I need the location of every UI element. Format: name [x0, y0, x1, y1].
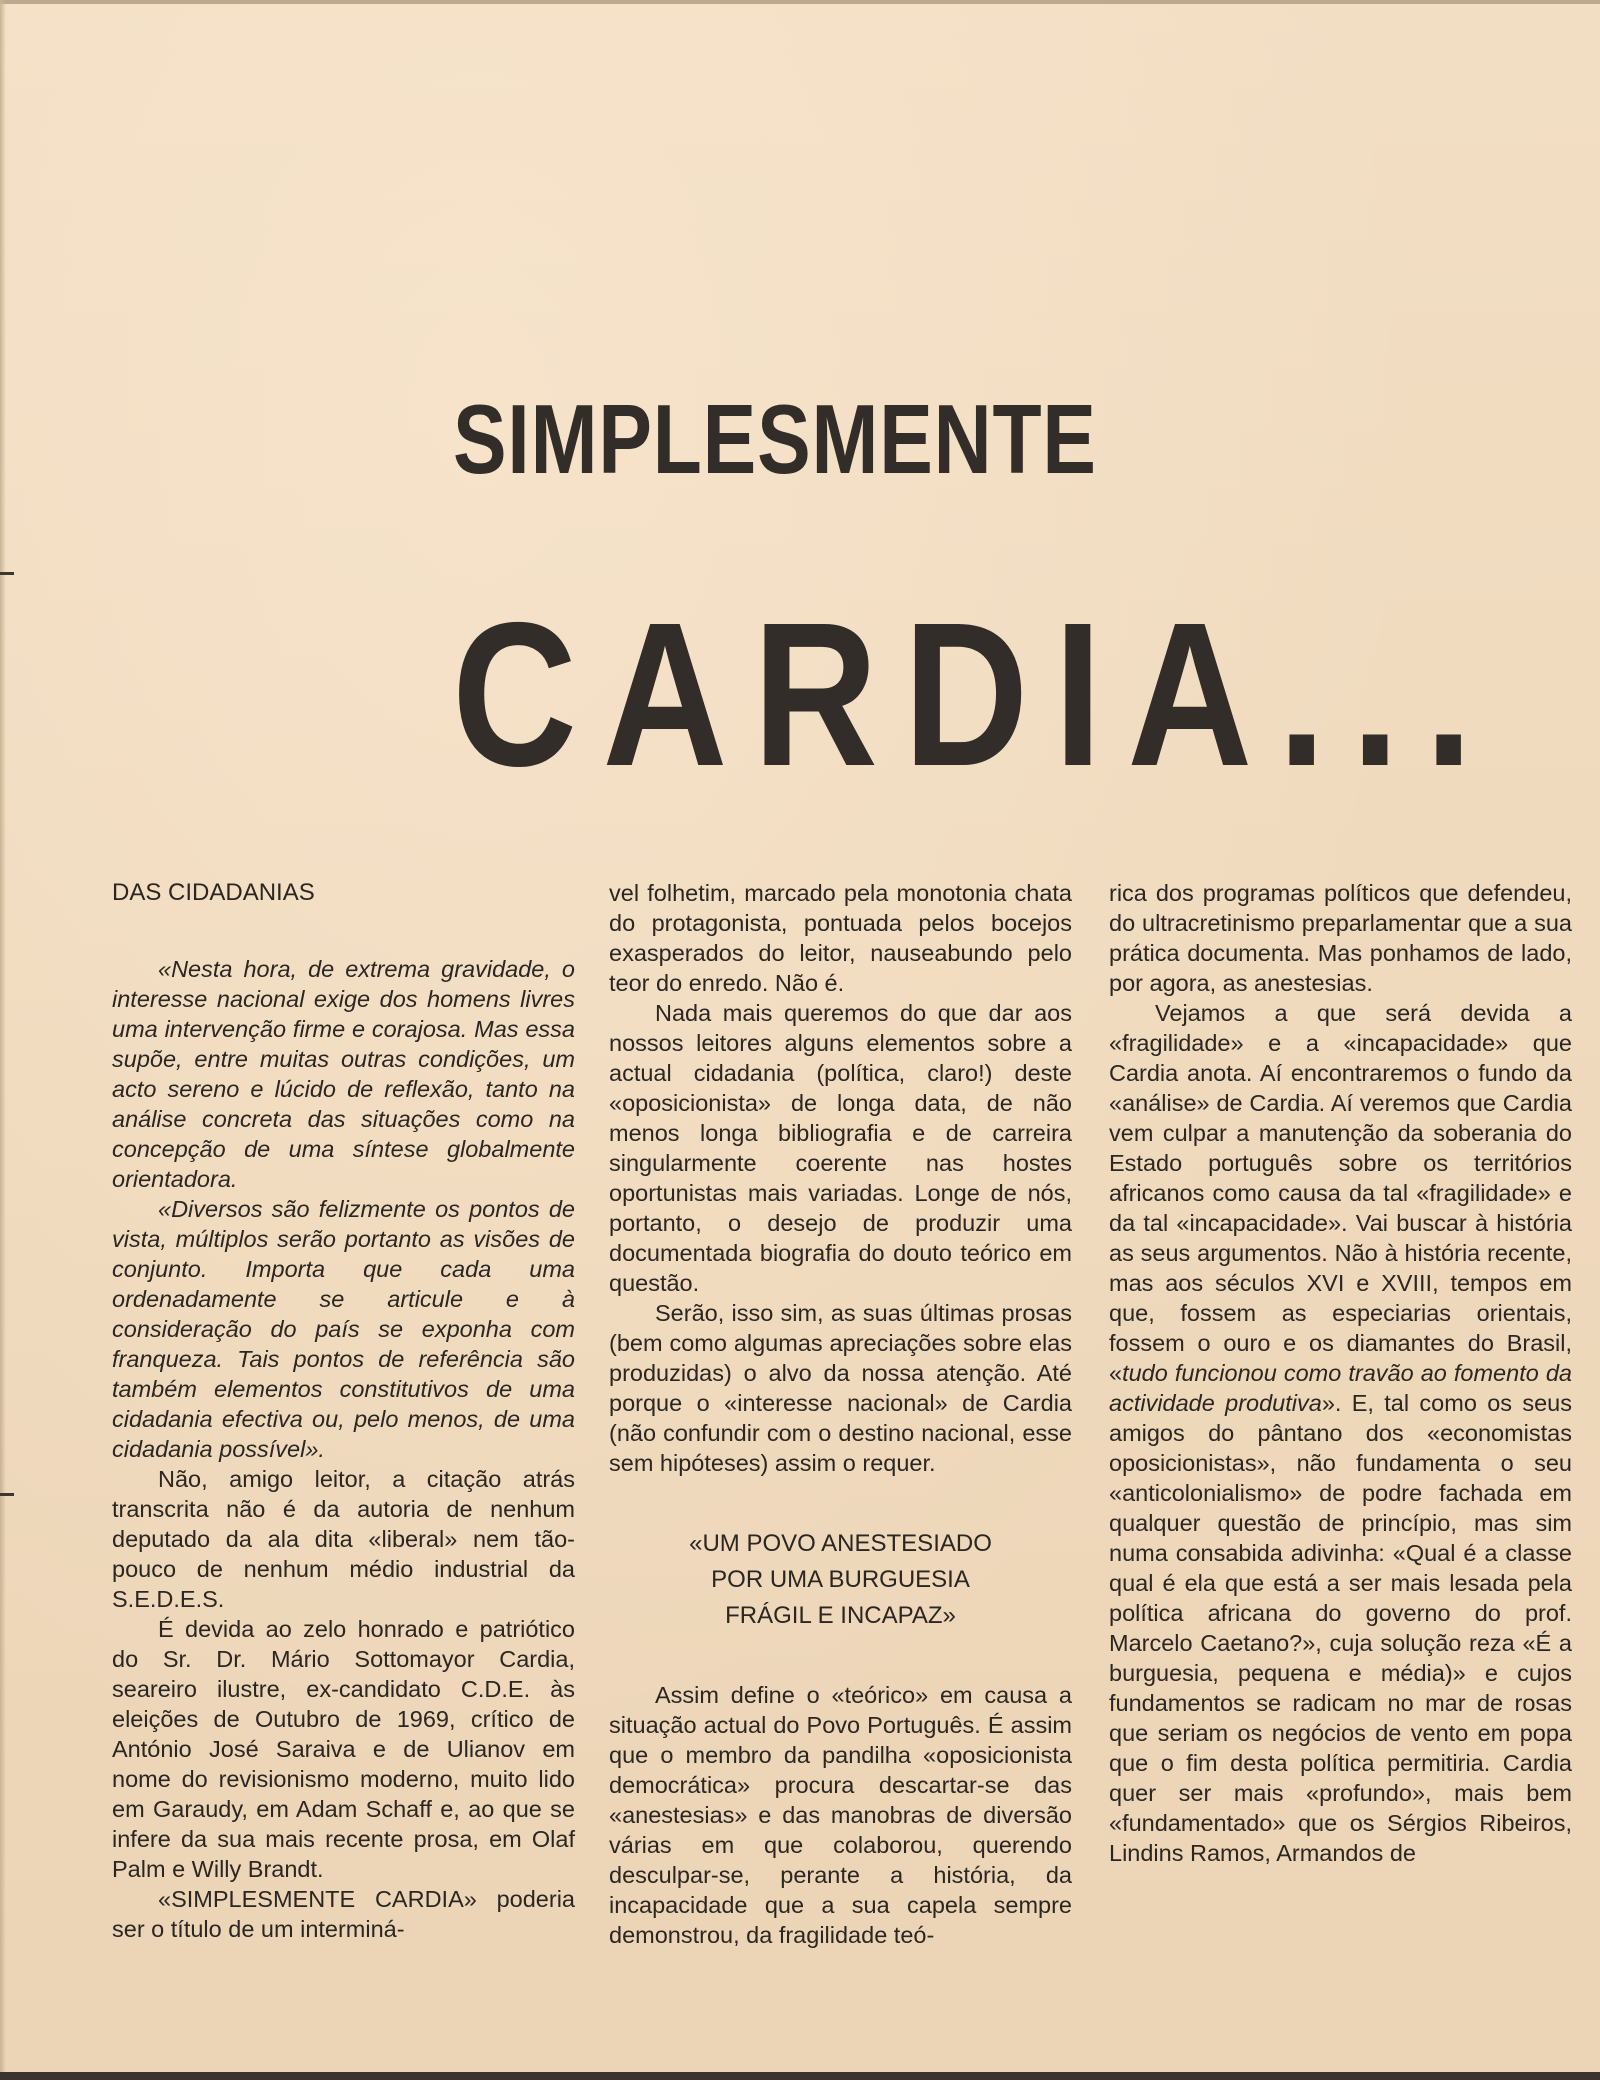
margin-mark	[0, 1493, 14, 1496]
page-top-edge	[0, 0, 1600, 4]
body-paragraph: Serão, isso sim, as suas últimas prosas (bem como algumas apreciações sobre elas produzidas) o alvo da nossa atenção. Até porque o «interesse nacional» de Cardia (não confundir com o destino nacional, esse sem hipóteses) assim o requer.	[609, 1300, 1072, 1476]
subheading-line: FRÁGIL E INCAPAZ»	[725, 1602, 956, 1629]
margin-mark	[0, 572, 14, 575]
column-2-body-bottom	[609, 1680, 1072, 1950]
column-2-body-top	[609, 878, 1072, 1478]
body-paragraph: Vejamos a que será devida a «fragilidade» e a «incapacidade» que Cardia anota. Aí encontraremos o fundo da «análise» de Cardia. Aí veremos que Cardia vem culpar a manutenção da soberania do Estado português sobre os territórios africanos como causa da tal «fragilidade» e da tal «incapacidade». Vai buscar à história as seus argumentos. Não à história recente, mas aos séculos XVI e XVIII, tempos em que, fossem as especiarias orientais, fossem o ouro e os diamantes do Brasil, «tudo funcionou como travão ao fomento da actividade produtiva». E, tal como os seus amigos do pântano dos «economistas oposicionistas», não fundamenta o seu «anticolonialismo» de podre fachada em qualquer questão de princípio, mas sim numa consabida adivinha: «Qual é a classe qual é ela que está a ser mais lesada pela política africana do governo do prof. Marcelo Caetano?», cuja solução reza «É a burguesia, pequena e média)» e cujos fundamentos se radicam no mar de rosas que seriam os negócios de vento em popa que o fim desta política permitiria. Cardia quer ser mais «profundo», mais bem «fundamentado» que os Sérgios Ribeiros, Lindins Ramos, Armandos de	[1109, 1000, 1572, 1866]
italic-quote: tudo funcionou como travão ao fomento da actividade produtiva	[1109, 1360, 1572, 1416]
article-column-2	[609, 878, 1072, 1950]
column-1-body	[112, 954, 575, 1944]
section-heading: DAS CIDADANIAS	[112, 879, 315, 906]
page-bottom-edge	[0, 2072, 1600, 2080]
article-column-3	[1109, 878, 1572, 1868]
body-paragraph: rica dos programas políticos que defendeu, do ultracretinismo preparlamentar que a sua prática documenta. Mas ponhamos de lado, por agora, as anestesias.	[1109, 880, 1572, 996]
body-paragraph: «SIMPLESMENTE CARDIA» poderia ser o título de um interminá-	[112, 1886, 575, 1942]
body-paragraph: «Diversos são felizmente os pontos de vista, múltiplos serão portanto as visões de conjunto. Importa que cada uma ordenadamente se articule e à consideração do país se exponha com franqueza. Tais pontos de referência são também elementos constitutivos de uma cidadania efectiva ou, pelo menos, de uma cidadania possível».	[112, 1196, 575, 1462]
subheading	[609, 1526, 1072, 1634]
article-column-1	[112, 878, 575, 1944]
subheading-line: POR UMA BURGUESIA	[711, 1566, 970, 1593]
body-paragraph: vel folhetim, marcado pela monotonia chata do protagonista, pontuada pelos bocejos exasperados do leitor, nauseabundo pelo teor do enredo. Não é.	[609, 880, 1072, 996]
body-paragraph: Assim define o «teórico» em causa a situação actual do Povo Português. É assim que o membro da pandilha «oposicionista democrática» procura descartar-se das «anestesias» e das manobras de diversão várias em que colaborou, querendo desculpar-se, perante a história, da incapacidade que a sua capela sempre demonstrou, da fragilidade teó-	[609, 1682, 1072, 1948]
headline-line-2: CARDIA...	[452, 580, 1499, 809]
page-binding-edge	[0, 0, 6, 2080]
body-paragraph: Nada mais queremos do que dar aos nossos leitores alguns elementos sobre a actual cidadania (política, claro!) deste «oposicionista» de longa data, de não menos longa bibliografia e de carreira singularmente coerente nas hostes oportunistas mais variadas. Longe de nós, portanto, o desejo de produzir uma documentada biografia do douto teórico em questão.	[609, 1000, 1072, 1296]
body-paragraph: Não, amigo leitor, a citação atrás transcrita não é da autoria de nenhum deputado da ala dita «liberal» nem tão-pouco de nenhum médio industrial da S.E.D.E.S.	[112, 1466, 575, 1612]
body-paragraph: É devida ao zelo honrado e patriótico do Sr. Dr. Mário Sottomayor Cardia, seareiro ilustre, ex-candidato C.D.E. às eleições de Outubro de 1969, crítico de António José Saraiva e de Ulianov em nome do revisionismo moderno, muito lido em Garaudy, em Adam Schaff e, ao que se infere da sua mais recente prosa, em Olaf Palm e Willy Brandt.	[112, 1616, 575, 1882]
column-3-body	[1109, 878, 1572, 1868]
subheading-line: «UM POVO ANESTESIADO	[689, 1530, 992, 1557]
headline-line-1: SIMPLESMENTE	[453, 384, 1097, 494]
body-paragraph: «Nesta hora, de extrema gravidade, o interesse nacional exige dos homens livres uma intervenção firme e corajosa. Mas essa supõe, entre muitas outras condições, um acto sereno e lúcido de reflexão, tanto na análise concreta das situações como na concepção de uma síntese globalmente orientadora.	[112, 956, 575, 1192]
